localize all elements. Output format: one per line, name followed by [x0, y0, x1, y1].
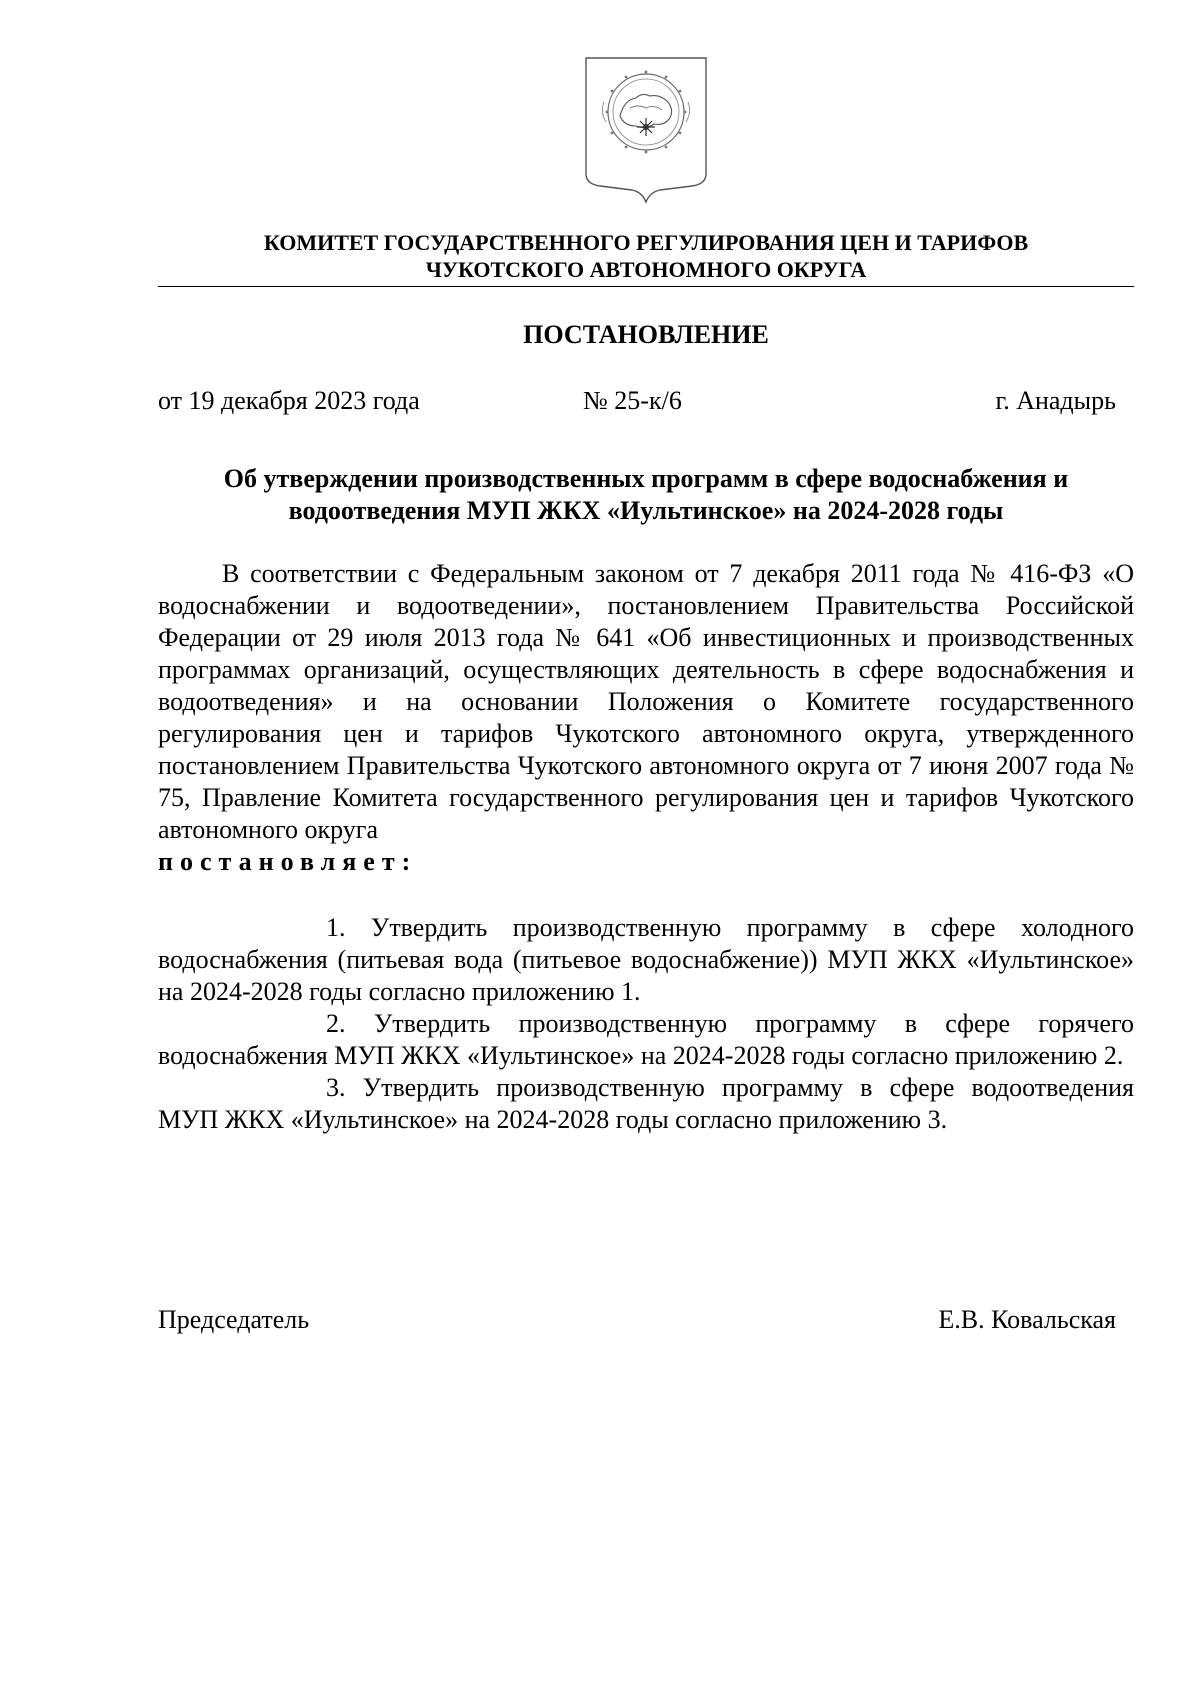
item-text: Утвердить производственную программу в сфере водоотведения МУП ЖКХ «Иультинское» на 2024-2028 годы согласно приложению 3.	[158, 1073, 1135, 1134]
decree-word: постановляет:	[158, 847, 418, 876]
document-subject	[158, 463, 1134, 527]
organization-name-line-1: КОМИТЕТ ГОСУДАРСТВЕННОГО РЕГУЛИРОВАНИЯ ЦЕН И ТАРИФОВ	[263, 230, 1029, 255]
resolution-item	[158, 912, 1134, 1008]
chukotka-coat-of-arms-icon	[584, 56, 708, 204]
document-body	[158, 558, 1134, 1136]
item-number: 2.	[326, 1009, 346, 1038]
item-number: 3.	[326, 1073, 346, 1102]
subject-line-1: Об утверждении производственных программ в сфере водоснабжения и	[223, 464, 1069, 493]
signatory-name: Е.В. Ковальская	[938, 1305, 1116, 1334]
document-type-title: ПОСТАНОВЛЕНИЕ	[523, 320, 769, 349]
header-divider	[158, 286, 1134, 287]
item-text: Утвердить производственную программу в сфере горячего водоснабжения МУП ЖКХ «Иультинское» на 2024-2028 годы согласно приложению 2.	[158, 1009, 1134, 1070]
preamble-paragraph: В соответствии с Федеральным законом от 7 декабря 2011 года № 416-ФЗ «О водоснабжении и водоотведении», постановлением Правительства Российской Федерации от 29 июля 2013 года № 641 «Об инвестиционных и производственных программах организаций, осуществляющих деятельность в сфере водоснабжения и водоотведения» и на основании Положения о Комитете государственного регулирования цен и тарифов Чукотского автономного округа, утвержденного постановлением Правительства Чукотского автономного округа от 7 июня 2007 года № 75, Правление Комитета государственного регулирования цен и тарифов Чукотского автономного округа	[158, 559, 1134, 844]
item-text: Утвердить производственную программу в сфере холодного водоснабжения (питьевая вода (питьевое водоснабжение)) МУП ЖКХ «Иультинское» на 2024-2028 годы согласно приложению 1.	[158, 913, 1134, 1006]
resolution-item	[158, 1008, 1134, 1072]
subject-line-2: водоотведения МУП ЖКХ «Иультинское» на 2024-2028 годы	[288, 496, 1004, 525]
document-city: г. Анадырь	[995, 386, 1116, 415]
organization-header	[158, 229, 1134, 283]
organization-name-line-2: ЧУКОТСКОГО АВТОНОМНОГО ОКРУГА	[425, 257, 867, 282]
resolution-item	[158, 1072, 1134, 1136]
signatory-role: Председатель	[158, 1305, 310, 1334]
document-date: от 19 декабря 2023 года	[158, 386, 420, 415]
document-number: № 25-к/6	[583, 386, 682, 415]
resolution-items	[158, 912, 1134, 1136]
item-number: 1.	[326, 913, 346, 942]
